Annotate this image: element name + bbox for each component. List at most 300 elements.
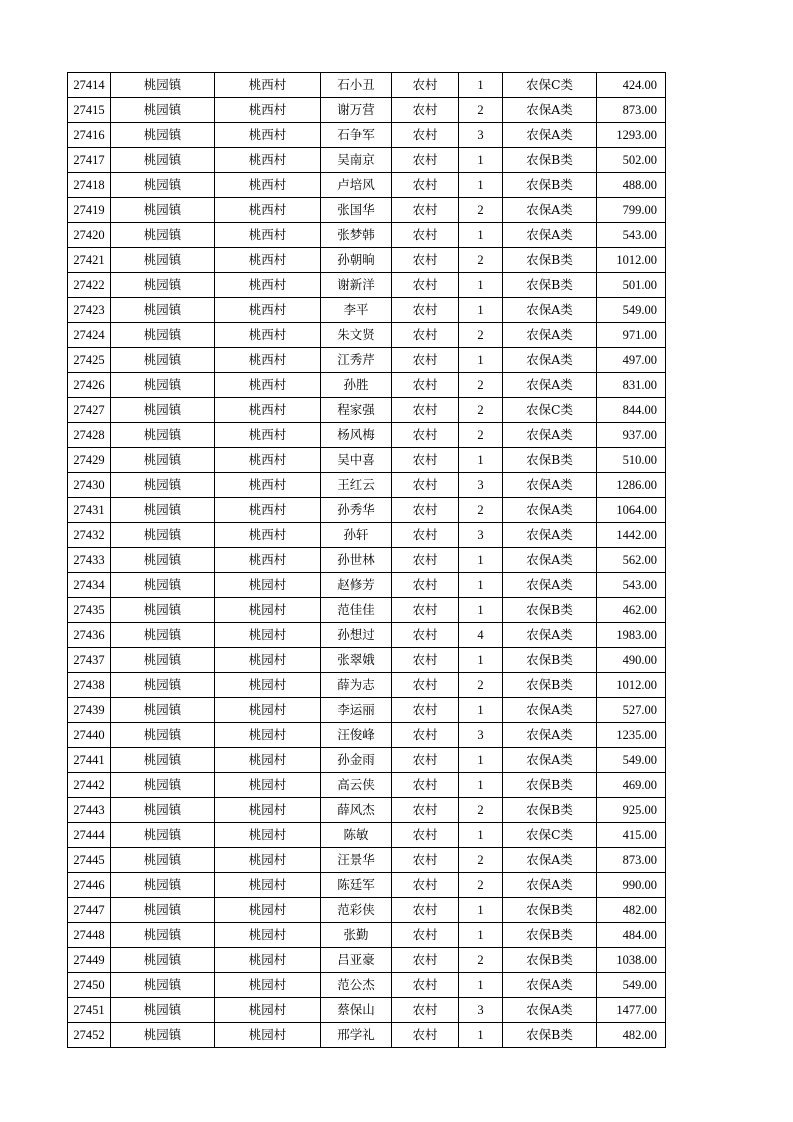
- town-cell: 桃园镇: [111, 848, 215, 873]
- record-id-cell: 27414: [68, 73, 111, 98]
- category-cell: 农保C类: [503, 73, 597, 98]
- household-size-cell: 2: [459, 398, 503, 423]
- amount-cell: 1286.00: [597, 473, 666, 498]
- village-cell: 桃园村: [215, 998, 321, 1023]
- category-cell: 农保C类: [503, 398, 597, 423]
- village-cell: 桃西村: [215, 173, 321, 198]
- town-cell: 桃园镇: [111, 998, 215, 1023]
- area-type-cell: 农村: [392, 223, 459, 248]
- town-cell: 桃园镇: [111, 973, 215, 998]
- table-row: [68, 198, 666, 223]
- area-type-cell: 农村: [392, 473, 459, 498]
- table-row: [68, 823, 666, 848]
- name-cell: 张勤: [321, 923, 392, 948]
- household-size-cell: 1: [459, 898, 503, 923]
- household-size-cell: 1: [459, 298, 503, 323]
- category-cell: 农保A类: [503, 498, 597, 523]
- town-cell: 桃园镇: [111, 948, 215, 973]
- village-cell: 桃西村: [215, 73, 321, 98]
- table-row: [68, 573, 666, 598]
- area-type-cell: 农村: [392, 873, 459, 898]
- category-cell: 农保B类: [503, 673, 597, 698]
- category-cell: 农保A类: [503, 573, 597, 598]
- village-cell: 桃园村: [215, 973, 321, 998]
- village-cell: 桃园村: [215, 823, 321, 848]
- town-cell: 桃园镇: [111, 523, 215, 548]
- area-type-cell: 农村: [392, 323, 459, 348]
- amount-cell: 490.00: [597, 648, 666, 673]
- record-id-cell: 27425: [68, 348, 111, 373]
- name-cell: 孙秀华: [321, 498, 392, 523]
- household-size-cell: 1: [459, 348, 503, 373]
- area-type-cell: 农村: [392, 348, 459, 373]
- table-row: [68, 798, 666, 823]
- category-cell: 农保A类: [503, 548, 597, 573]
- amount-cell: 925.00: [597, 798, 666, 823]
- area-type-cell: 农村: [392, 548, 459, 573]
- name-cell: 薛为志: [321, 673, 392, 698]
- household-size-cell: 4: [459, 623, 503, 648]
- name-cell: 范佳佳: [321, 598, 392, 623]
- area-type-cell: 农村: [392, 673, 459, 698]
- amount-cell: 844.00: [597, 398, 666, 423]
- table-row: [68, 623, 666, 648]
- name-cell: 李平: [321, 298, 392, 323]
- household-size-cell: 1: [459, 823, 503, 848]
- town-cell: 桃园镇: [111, 573, 215, 598]
- amount-cell: 1293.00: [597, 123, 666, 148]
- town-cell: 桃园镇: [111, 198, 215, 223]
- household-size-cell: 1: [459, 148, 503, 173]
- category-cell: 农保A类: [503, 323, 597, 348]
- table-row: [68, 98, 666, 123]
- village-cell: 桃西村: [215, 98, 321, 123]
- record-id-cell: 27427: [68, 398, 111, 423]
- amount-cell: 799.00: [597, 198, 666, 223]
- household-size-cell: 3: [459, 998, 503, 1023]
- record-id-cell: 27422: [68, 273, 111, 298]
- amount-cell: 549.00: [597, 748, 666, 773]
- category-cell: 农保A类: [503, 623, 597, 648]
- amount-cell: 469.00: [597, 773, 666, 798]
- village-cell: 桃西村: [215, 273, 321, 298]
- table-row: [68, 948, 666, 973]
- area-type-cell: 农村: [392, 973, 459, 998]
- amount-cell: 873.00: [597, 98, 666, 123]
- household-size-cell: 1: [459, 648, 503, 673]
- area-type-cell: 农村: [392, 98, 459, 123]
- record-id-cell: 27429: [68, 448, 111, 473]
- category-cell: 农保A类: [503, 298, 597, 323]
- household-size-cell: 1: [459, 1023, 503, 1048]
- village-cell: 桃西村: [215, 348, 321, 373]
- table-row: [68, 448, 666, 473]
- category-cell: 农保B类: [503, 273, 597, 298]
- name-cell: 吕亚豪: [321, 948, 392, 973]
- amount-cell: 549.00: [597, 973, 666, 998]
- name-cell: 孙胜: [321, 373, 392, 398]
- household-size-cell: 3: [459, 523, 503, 548]
- village-cell: 桃园村: [215, 923, 321, 948]
- area-type-cell: 农村: [392, 273, 459, 298]
- name-cell: 高云侠: [321, 773, 392, 798]
- area-type-cell: 农村: [392, 773, 459, 798]
- amount-cell: 1477.00: [597, 998, 666, 1023]
- village-cell: 桃西村: [215, 523, 321, 548]
- category-cell: 农保B类: [503, 598, 597, 623]
- table-row: [68, 548, 666, 573]
- area-type-cell: 农村: [392, 848, 459, 873]
- village-cell: 桃西村: [215, 473, 321, 498]
- category-cell: 农保B类: [503, 648, 597, 673]
- village-cell: 桃西村: [215, 548, 321, 573]
- name-cell: 谢万营: [321, 98, 392, 123]
- amount-cell: 502.00: [597, 148, 666, 173]
- category-cell: 农保A类: [503, 373, 597, 398]
- record-id-cell: 27419: [68, 198, 111, 223]
- area-type-cell: 农村: [392, 248, 459, 273]
- table-row: [68, 998, 666, 1023]
- village-cell: 桃园村: [215, 573, 321, 598]
- name-cell: 孙轩: [321, 523, 392, 548]
- household-size-cell: 3: [459, 123, 503, 148]
- table-row: [68, 848, 666, 873]
- category-cell: 农保B类: [503, 923, 597, 948]
- name-cell: 吴中喜: [321, 448, 392, 473]
- town-cell: 桃园镇: [111, 898, 215, 923]
- table-row: [68, 698, 666, 723]
- name-cell: 杨风梅: [321, 423, 392, 448]
- village-cell: 桃西村: [215, 123, 321, 148]
- category-cell: 农保A类: [503, 223, 597, 248]
- town-cell: 桃园镇: [111, 298, 215, 323]
- name-cell: 朱文贤: [321, 323, 392, 348]
- village-cell: 桃西村: [215, 223, 321, 248]
- amount-cell: 501.00: [597, 273, 666, 298]
- village-cell: 桃西村: [215, 148, 321, 173]
- table-row: [68, 148, 666, 173]
- village-cell: 桃园村: [215, 748, 321, 773]
- category-cell: 农保A类: [503, 473, 597, 498]
- amount-cell: 1012.00: [597, 248, 666, 273]
- household-size-cell: 1: [459, 73, 503, 98]
- village-cell: 桃园村: [215, 873, 321, 898]
- amount-cell: 1064.00: [597, 498, 666, 523]
- village-cell: 桃西村: [215, 248, 321, 273]
- town-cell: 桃园镇: [111, 698, 215, 723]
- village-cell: 桃西村: [215, 323, 321, 348]
- name-cell: 孙金雨: [321, 748, 392, 773]
- town-cell: 桃园镇: [111, 273, 215, 298]
- area-type-cell: 农村: [392, 923, 459, 948]
- record-id-cell: 27430: [68, 473, 111, 498]
- name-cell: 汪俊峰: [321, 723, 392, 748]
- name-cell: 程家强: [321, 398, 392, 423]
- village-cell: 桃园村: [215, 648, 321, 673]
- record-id-cell: 27435: [68, 598, 111, 623]
- amount-cell: 873.00: [597, 848, 666, 873]
- amount-cell: 1442.00: [597, 523, 666, 548]
- record-id-cell: 27441: [68, 748, 111, 773]
- household-size-cell: 2: [459, 873, 503, 898]
- town-cell: 桃园镇: [111, 748, 215, 773]
- name-cell: 孙世林: [321, 548, 392, 573]
- town-cell: 桃园镇: [111, 373, 215, 398]
- village-cell: 桃园村: [215, 948, 321, 973]
- record-id-cell: 27433: [68, 548, 111, 573]
- table-row: [68, 173, 666, 198]
- table-row: [68, 123, 666, 148]
- village-cell: 桃园村: [215, 673, 321, 698]
- amount-cell: 510.00: [597, 448, 666, 473]
- household-size-cell: 1: [459, 573, 503, 598]
- table-row: [68, 673, 666, 698]
- village-cell: 桃西村: [215, 198, 321, 223]
- village-cell: 桃西村: [215, 448, 321, 473]
- household-size-cell: 2: [459, 98, 503, 123]
- record-id-cell: 27449: [68, 948, 111, 973]
- category-cell: 农保B类: [503, 798, 597, 823]
- name-cell: 李运丽: [321, 698, 392, 723]
- household-size-cell: 1: [459, 223, 503, 248]
- name-cell: 张翠娥: [321, 648, 392, 673]
- record-id-cell: 27432: [68, 523, 111, 548]
- household-size-cell: 1: [459, 698, 503, 723]
- record-id-cell: 27418: [68, 173, 111, 198]
- record-id-cell: 27442: [68, 773, 111, 798]
- village-cell: 桃园村: [215, 1023, 321, 1048]
- household-size-cell: 2: [459, 948, 503, 973]
- amount-cell: 482.00: [597, 898, 666, 923]
- area-type-cell: 农村: [392, 1023, 459, 1048]
- table-row: [68, 473, 666, 498]
- name-cell: 蔡保山: [321, 998, 392, 1023]
- village-cell: 桃园村: [215, 848, 321, 873]
- name-cell: 范公杰: [321, 973, 392, 998]
- record-id-cell: 27440: [68, 723, 111, 748]
- area-type-cell: 农村: [392, 498, 459, 523]
- village-cell: 桃园村: [215, 598, 321, 623]
- name-cell: 陈廷军: [321, 873, 392, 898]
- table-row: [68, 898, 666, 923]
- category-cell: 农保A类: [503, 198, 597, 223]
- village-cell: 桃园村: [215, 773, 321, 798]
- name-cell: 谢新洋: [321, 273, 392, 298]
- record-id-cell: 27436: [68, 623, 111, 648]
- table-row: [68, 1023, 666, 1048]
- household-size-cell: 1: [459, 748, 503, 773]
- table-row: [68, 973, 666, 998]
- category-cell: 农保B类: [503, 173, 597, 198]
- area-type-cell: 农村: [392, 648, 459, 673]
- record-id-cell: 27447: [68, 898, 111, 923]
- town-cell: 桃园镇: [111, 723, 215, 748]
- town-cell: 桃园镇: [111, 173, 215, 198]
- amount-cell: 497.00: [597, 348, 666, 373]
- records-table: [67, 72, 666, 1048]
- record-id-cell: 27423: [68, 298, 111, 323]
- town-cell: 桃园镇: [111, 248, 215, 273]
- village-cell: 桃园村: [215, 798, 321, 823]
- area-type-cell: 农村: [392, 598, 459, 623]
- amount-cell: 424.00: [597, 73, 666, 98]
- category-cell: 农保B类: [503, 898, 597, 923]
- village-cell: 桃西村: [215, 423, 321, 448]
- table-row: [68, 323, 666, 348]
- record-id-cell: 27452: [68, 1023, 111, 1048]
- area-type-cell: 农村: [392, 198, 459, 223]
- village-cell: 桃西村: [215, 373, 321, 398]
- category-cell: 农保C类: [503, 823, 597, 848]
- town-cell: 桃园镇: [111, 148, 215, 173]
- town-cell: 桃园镇: [111, 823, 215, 848]
- table-row: [68, 873, 666, 898]
- household-size-cell: 1: [459, 923, 503, 948]
- category-cell: 农保B类: [503, 448, 597, 473]
- household-size-cell: 1: [459, 548, 503, 573]
- table-row: [68, 273, 666, 298]
- area-type-cell: 农村: [392, 623, 459, 648]
- table-row: [68, 598, 666, 623]
- category-cell: 农保A类: [503, 123, 597, 148]
- records-table-body: [68, 73, 666, 1048]
- category-cell: 农保B类: [503, 148, 597, 173]
- village-cell: 桃园村: [215, 623, 321, 648]
- area-type-cell: 农村: [392, 448, 459, 473]
- town-cell: 桃园镇: [111, 923, 215, 948]
- household-size-cell: 2: [459, 498, 503, 523]
- record-id-cell: 27420: [68, 223, 111, 248]
- town-cell: 桃园镇: [111, 498, 215, 523]
- town-cell: 桃园镇: [111, 398, 215, 423]
- record-id-cell: 27434: [68, 573, 111, 598]
- category-cell: 农保A类: [503, 98, 597, 123]
- record-id-cell: 27437: [68, 648, 111, 673]
- table-row: [68, 923, 666, 948]
- amount-cell: 831.00: [597, 373, 666, 398]
- category-cell: 农保A类: [503, 873, 597, 898]
- table-row: [68, 348, 666, 373]
- village-cell: 桃园村: [215, 898, 321, 923]
- area-type-cell: 农村: [392, 148, 459, 173]
- name-cell: 赵修芳: [321, 573, 392, 598]
- area-type-cell: 农村: [392, 123, 459, 148]
- town-cell: 桃园镇: [111, 473, 215, 498]
- household-size-cell: 2: [459, 848, 503, 873]
- record-id-cell: 27443: [68, 798, 111, 823]
- category-cell: 农保A类: [503, 848, 597, 873]
- village-cell: 桃西村: [215, 498, 321, 523]
- name-cell: 江秀芹: [321, 348, 392, 373]
- town-cell: 桃园镇: [111, 773, 215, 798]
- town-cell: 桃园镇: [111, 648, 215, 673]
- area-type-cell: 农村: [392, 573, 459, 598]
- record-id-cell: 27416: [68, 123, 111, 148]
- table-row: [68, 73, 666, 98]
- table-row: [68, 648, 666, 673]
- household-size-cell: 2: [459, 323, 503, 348]
- amount-cell: 1983.00: [597, 623, 666, 648]
- amount-cell: 562.00: [597, 548, 666, 573]
- amount-cell: 482.00: [597, 1023, 666, 1048]
- area-type-cell: 农村: [392, 948, 459, 973]
- record-id-cell: 27446: [68, 873, 111, 898]
- category-cell: 农保A类: [503, 698, 597, 723]
- household-size-cell: 1: [459, 973, 503, 998]
- amount-cell: 937.00: [597, 423, 666, 448]
- name-cell: 邢学礼: [321, 1023, 392, 1048]
- town-cell: 桃园镇: [111, 123, 215, 148]
- name-cell: 孙朝晌: [321, 248, 392, 273]
- category-cell: 农保B类: [503, 948, 597, 973]
- name-cell: 陈敏: [321, 823, 392, 848]
- town-cell: 桃园镇: [111, 798, 215, 823]
- name-cell: 卢培风: [321, 173, 392, 198]
- village-cell: 桃西村: [215, 398, 321, 423]
- amount-cell: 462.00: [597, 598, 666, 623]
- name-cell: 薛风杰: [321, 798, 392, 823]
- record-id-cell: 27450: [68, 973, 111, 998]
- amount-cell: 1038.00: [597, 948, 666, 973]
- amount-cell: 484.00: [597, 923, 666, 948]
- household-size-cell: 1: [459, 273, 503, 298]
- record-id-cell: 27448: [68, 923, 111, 948]
- category-cell: 农保B类: [503, 1023, 597, 1048]
- town-cell: 桃园镇: [111, 623, 215, 648]
- category-cell: 农保B类: [503, 248, 597, 273]
- name-cell: 范彩侠: [321, 898, 392, 923]
- area-type-cell: 农村: [392, 798, 459, 823]
- table-row: [68, 723, 666, 748]
- area-type-cell: 农村: [392, 423, 459, 448]
- area-type-cell: 农村: [392, 998, 459, 1023]
- household-size-cell: 2: [459, 248, 503, 273]
- town-cell: 桃园镇: [111, 323, 215, 348]
- household-size-cell: 1: [459, 448, 503, 473]
- town-cell: 桃园镇: [111, 448, 215, 473]
- table-row: [68, 298, 666, 323]
- town-cell: 桃园镇: [111, 423, 215, 448]
- area-type-cell: 农村: [392, 373, 459, 398]
- amount-cell: 543.00: [597, 223, 666, 248]
- area-type-cell: 农村: [392, 73, 459, 98]
- table-row: [68, 248, 666, 273]
- household-size-cell: 3: [459, 723, 503, 748]
- town-cell: 桃园镇: [111, 98, 215, 123]
- record-id-cell: 27421: [68, 248, 111, 273]
- category-cell: 农保A类: [503, 748, 597, 773]
- area-type-cell: 农村: [392, 748, 459, 773]
- record-id-cell: 27439: [68, 698, 111, 723]
- record-id-cell: 27417: [68, 148, 111, 173]
- record-id-cell: 27445: [68, 848, 111, 873]
- record-id-cell: 27415: [68, 98, 111, 123]
- town-cell: 桃园镇: [111, 598, 215, 623]
- record-id-cell: 27431: [68, 498, 111, 523]
- category-cell: 农保A类: [503, 348, 597, 373]
- table-row: [68, 748, 666, 773]
- record-id-cell: 27424: [68, 323, 111, 348]
- table-row: [68, 423, 666, 448]
- town-cell: 桃园镇: [111, 873, 215, 898]
- area-type-cell: 农村: [392, 823, 459, 848]
- record-id-cell: 27451: [68, 998, 111, 1023]
- table-row: [68, 373, 666, 398]
- category-cell: 农保A类: [503, 998, 597, 1023]
- table-row: [68, 523, 666, 548]
- record-id-cell: 27438: [68, 673, 111, 698]
- area-type-cell: 农村: [392, 698, 459, 723]
